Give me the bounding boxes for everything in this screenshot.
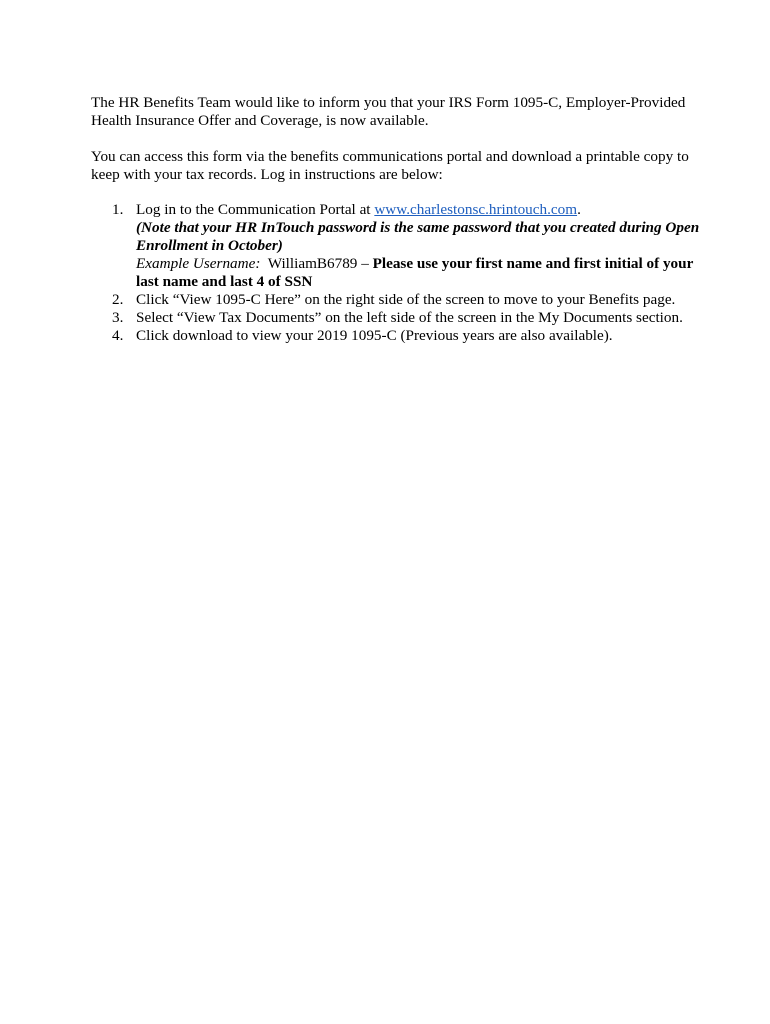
step-number: 1. [112, 201, 124, 218]
example-username-line [136, 255, 701, 291]
example-username-label: Example Username: [136, 255, 261, 272]
portal-link[interactable]: www.charlestonsc.hrintouch.com [374, 201, 578, 218]
list-item-step-3 [91, 309, 701, 327]
step-3-text: Select “View Tax Documents” on the left side of the screen in the My Documents section. [136, 309, 683, 326]
list-item-step-4 [91, 327, 701, 345]
step-2-text: Click “View 1095-C Here” on the right side of the screen to move to your Benefits page. [136, 291, 676, 308]
step-1-line [136, 201, 701, 219]
step-1-period: . [577, 201, 581, 218]
step-number: 4. [112, 327, 124, 344]
step-1-text: Log in to the Communication Portal at [136, 201, 375, 218]
example-username-value: WilliamB6789 – [260, 255, 373, 272]
step-4-text: Click download to view your 2019 1095-C (Previous years are also available). [136, 327, 613, 344]
intro-paragraph: The HR Benefits Team would like to inform you that your IRS Form 1095-C, Employer-Provided Health Insurance Offer and Coverage, is now available. [91, 94, 686, 129]
step-number: 3. [112, 309, 124, 326]
list-item-step-2 [91, 291, 701, 309]
list-item-step-1 [91, 201, 701, 291]
step-number: 2. [112, 291, 124, 308]
access-paragraph: You can access this form via the benefits communications portal and download a printable copy to keep with your tax records. Log in instructions are below: [91, 148, 689, 183]
password-note: (Note that your HR InTouch password is the same password that you created during Open Enrollment in October) [136, 219, 700, 254]
login-instructions-list [91, 201, 701, 345]
username-instruction: Please use your first name and first initial of your last name and last 4 of SSN [136, 255, 694, 290]
